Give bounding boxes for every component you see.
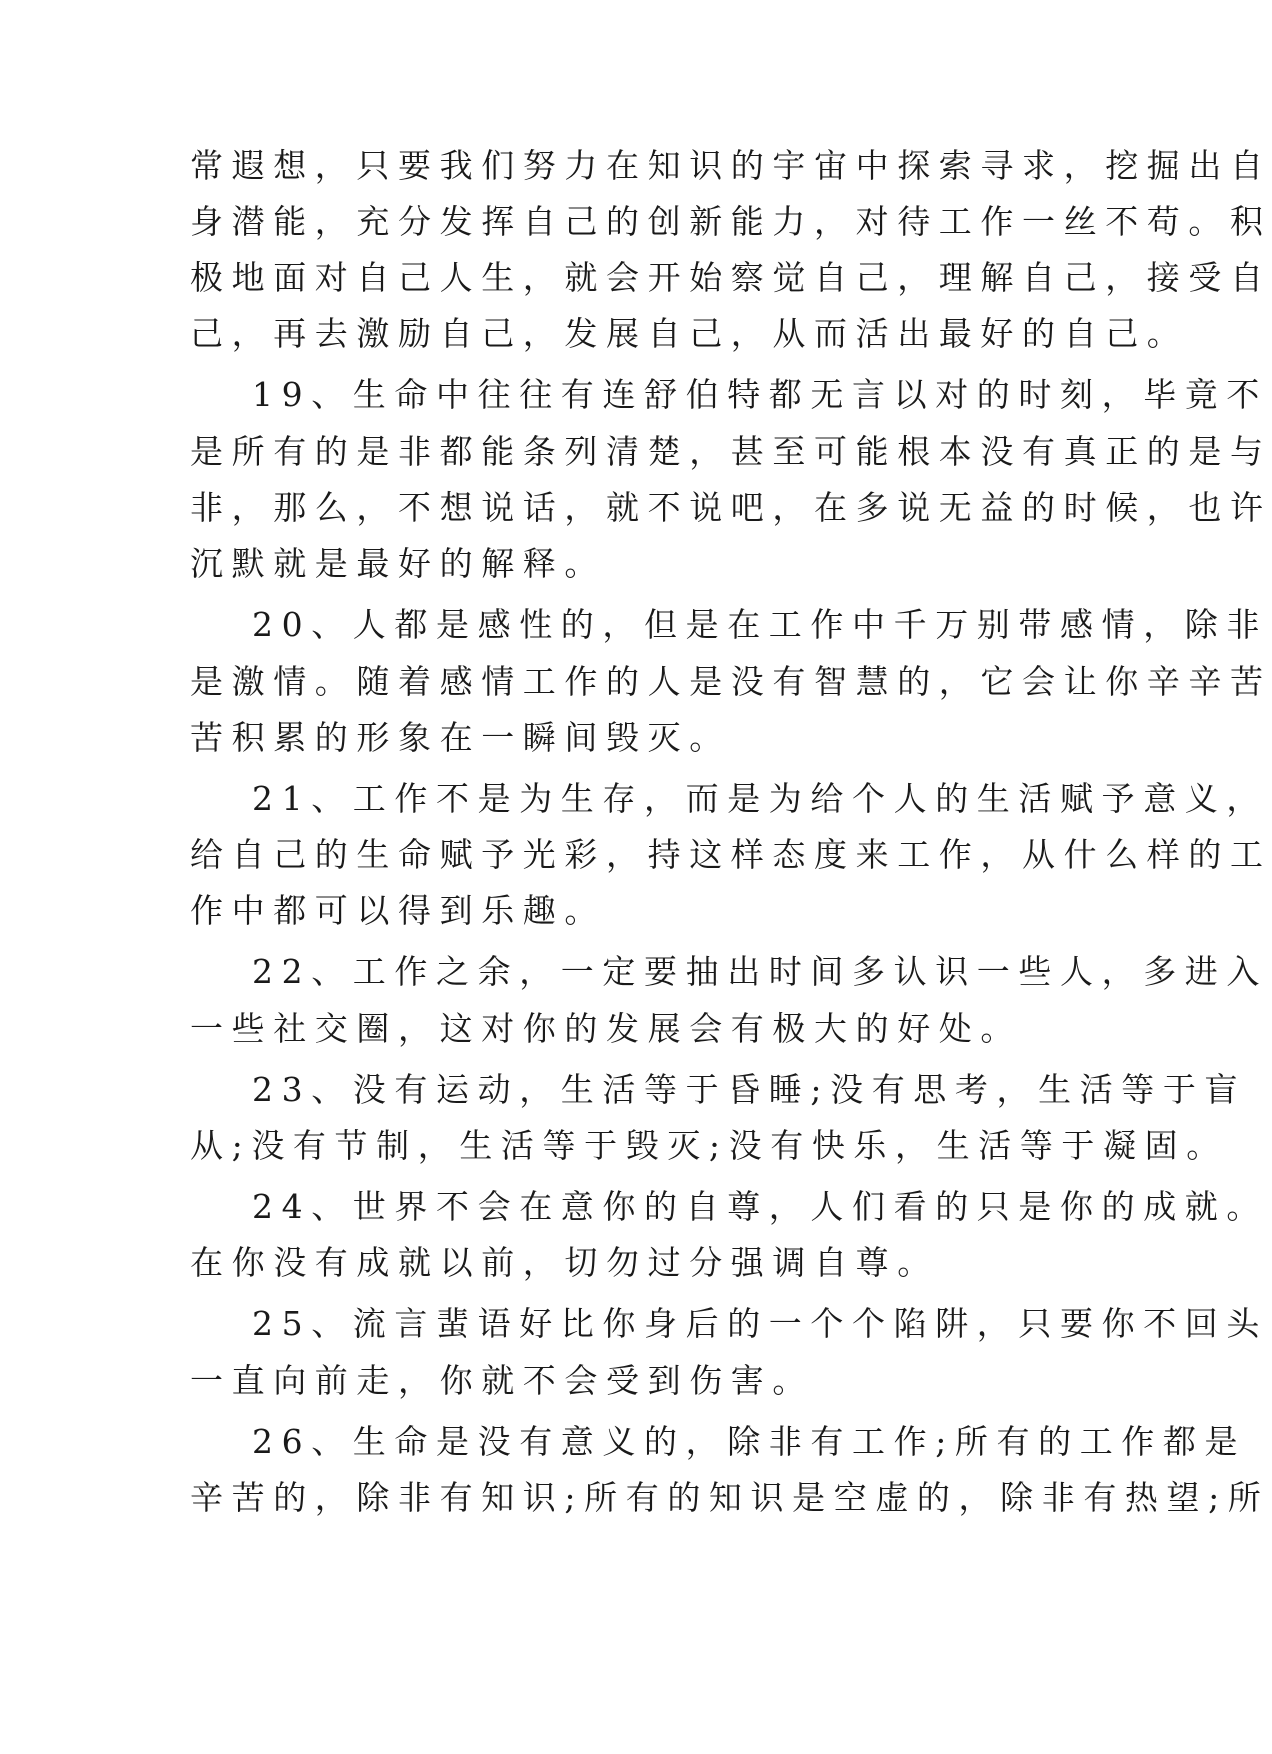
text-line: 辛苦的，除非有知识;所有的知识是空虚的，除非有热望;所 <box>190 1478 1270 1517</box>
text-line: 是所有的是非都能条列清楚，甚至可能根本没有真正的是与 <box>190 432 1272 471</box>
text-line: 一直向前走，你就不会受到伤害。 <box>190 1361 814 1400</box>
text-line: 给自己的生命赋予光彩，持这样态度来工作，从什么样的工 <box>190 835 1272 874</box>
text-line: 非，那么，不想说话，就不说吧，在多说无益的时候，也许 <box>190 488 1272 527</box>
text-line: 作中都可以得到乐趣。 <box>190 891 606 930</box>
text-line: 极地面对自己人生，就会开始察觉自己，理解自己，接受自 <box>190 258 1272 297</box>
text-line: 是激情。随着感情工作的人是没有智慧的，它会让你辛辛苦 <box>190 662 1272 701</box>
text-line: 在你没有成就以前，切勿过分强调自尊。 <box>190 1243 939 1282</box>
text-line: 25、流言蜚语好比你身后的一个个陷阱，只要你不回头 <box>252 1304 1268 1343</box>
text-line: 己，再去激励自己，发展自己，从而活出最好的自己。 <box>190 314 1189 353</box>
text-line: 身潜能，充分发挥自己的创新能力，对待工作一丝不苟。积 <box>190 202 1272 241</box>
text-line: 一些社交圈，这对你的发展会有极大的好处。 <box>190 1009 1022 1048</box>
text-line: 沉默就是最好的解释。 <box>190 544 606 583</box>
text-line: 20、人都是感性的，但是在工作中千万别带感情，除非 <box>252 605 1268 644</box>
text-line: 19、生命中往往有连舒伯特都无言以对的时刻，毕竟不 <box>252 375 1268 414</box>
text-line: 21、工作不是为生存，而是为给个人的生活赋予意义， <box>252 779 1268 818</box>
text-line: 26、生命是没有意义的，除非有工作;所有的工作都是 <box>252 1422 1247 1461</box>
text-line: 常遐想，只要我们努力在知识的宇宙中探索寻求，挖掘出自 <box>190 146 1272 185</box>
text-line: 苦积累的形象在一瞬间毁灭。 <box>190 718 731 757</box>
text-line: 23、没有运动，生活等于昏睡;没有思考，生活等于盲 <box>252 1070 1247 1109</box>
text-line: 22、工作之余，一定要抽出时间多认识一些人，多进入 <box>252 952 1268 991</box>
text-line: 从;没有节制，生活等于毁灭;没有快乐，生活等于凝固。 <box>190 1126 1228 1165</box>
text-line: 24、世界不会在意你的自尊，人们看的只是你的成就。 <box>252 1187 1268 1226</box>
